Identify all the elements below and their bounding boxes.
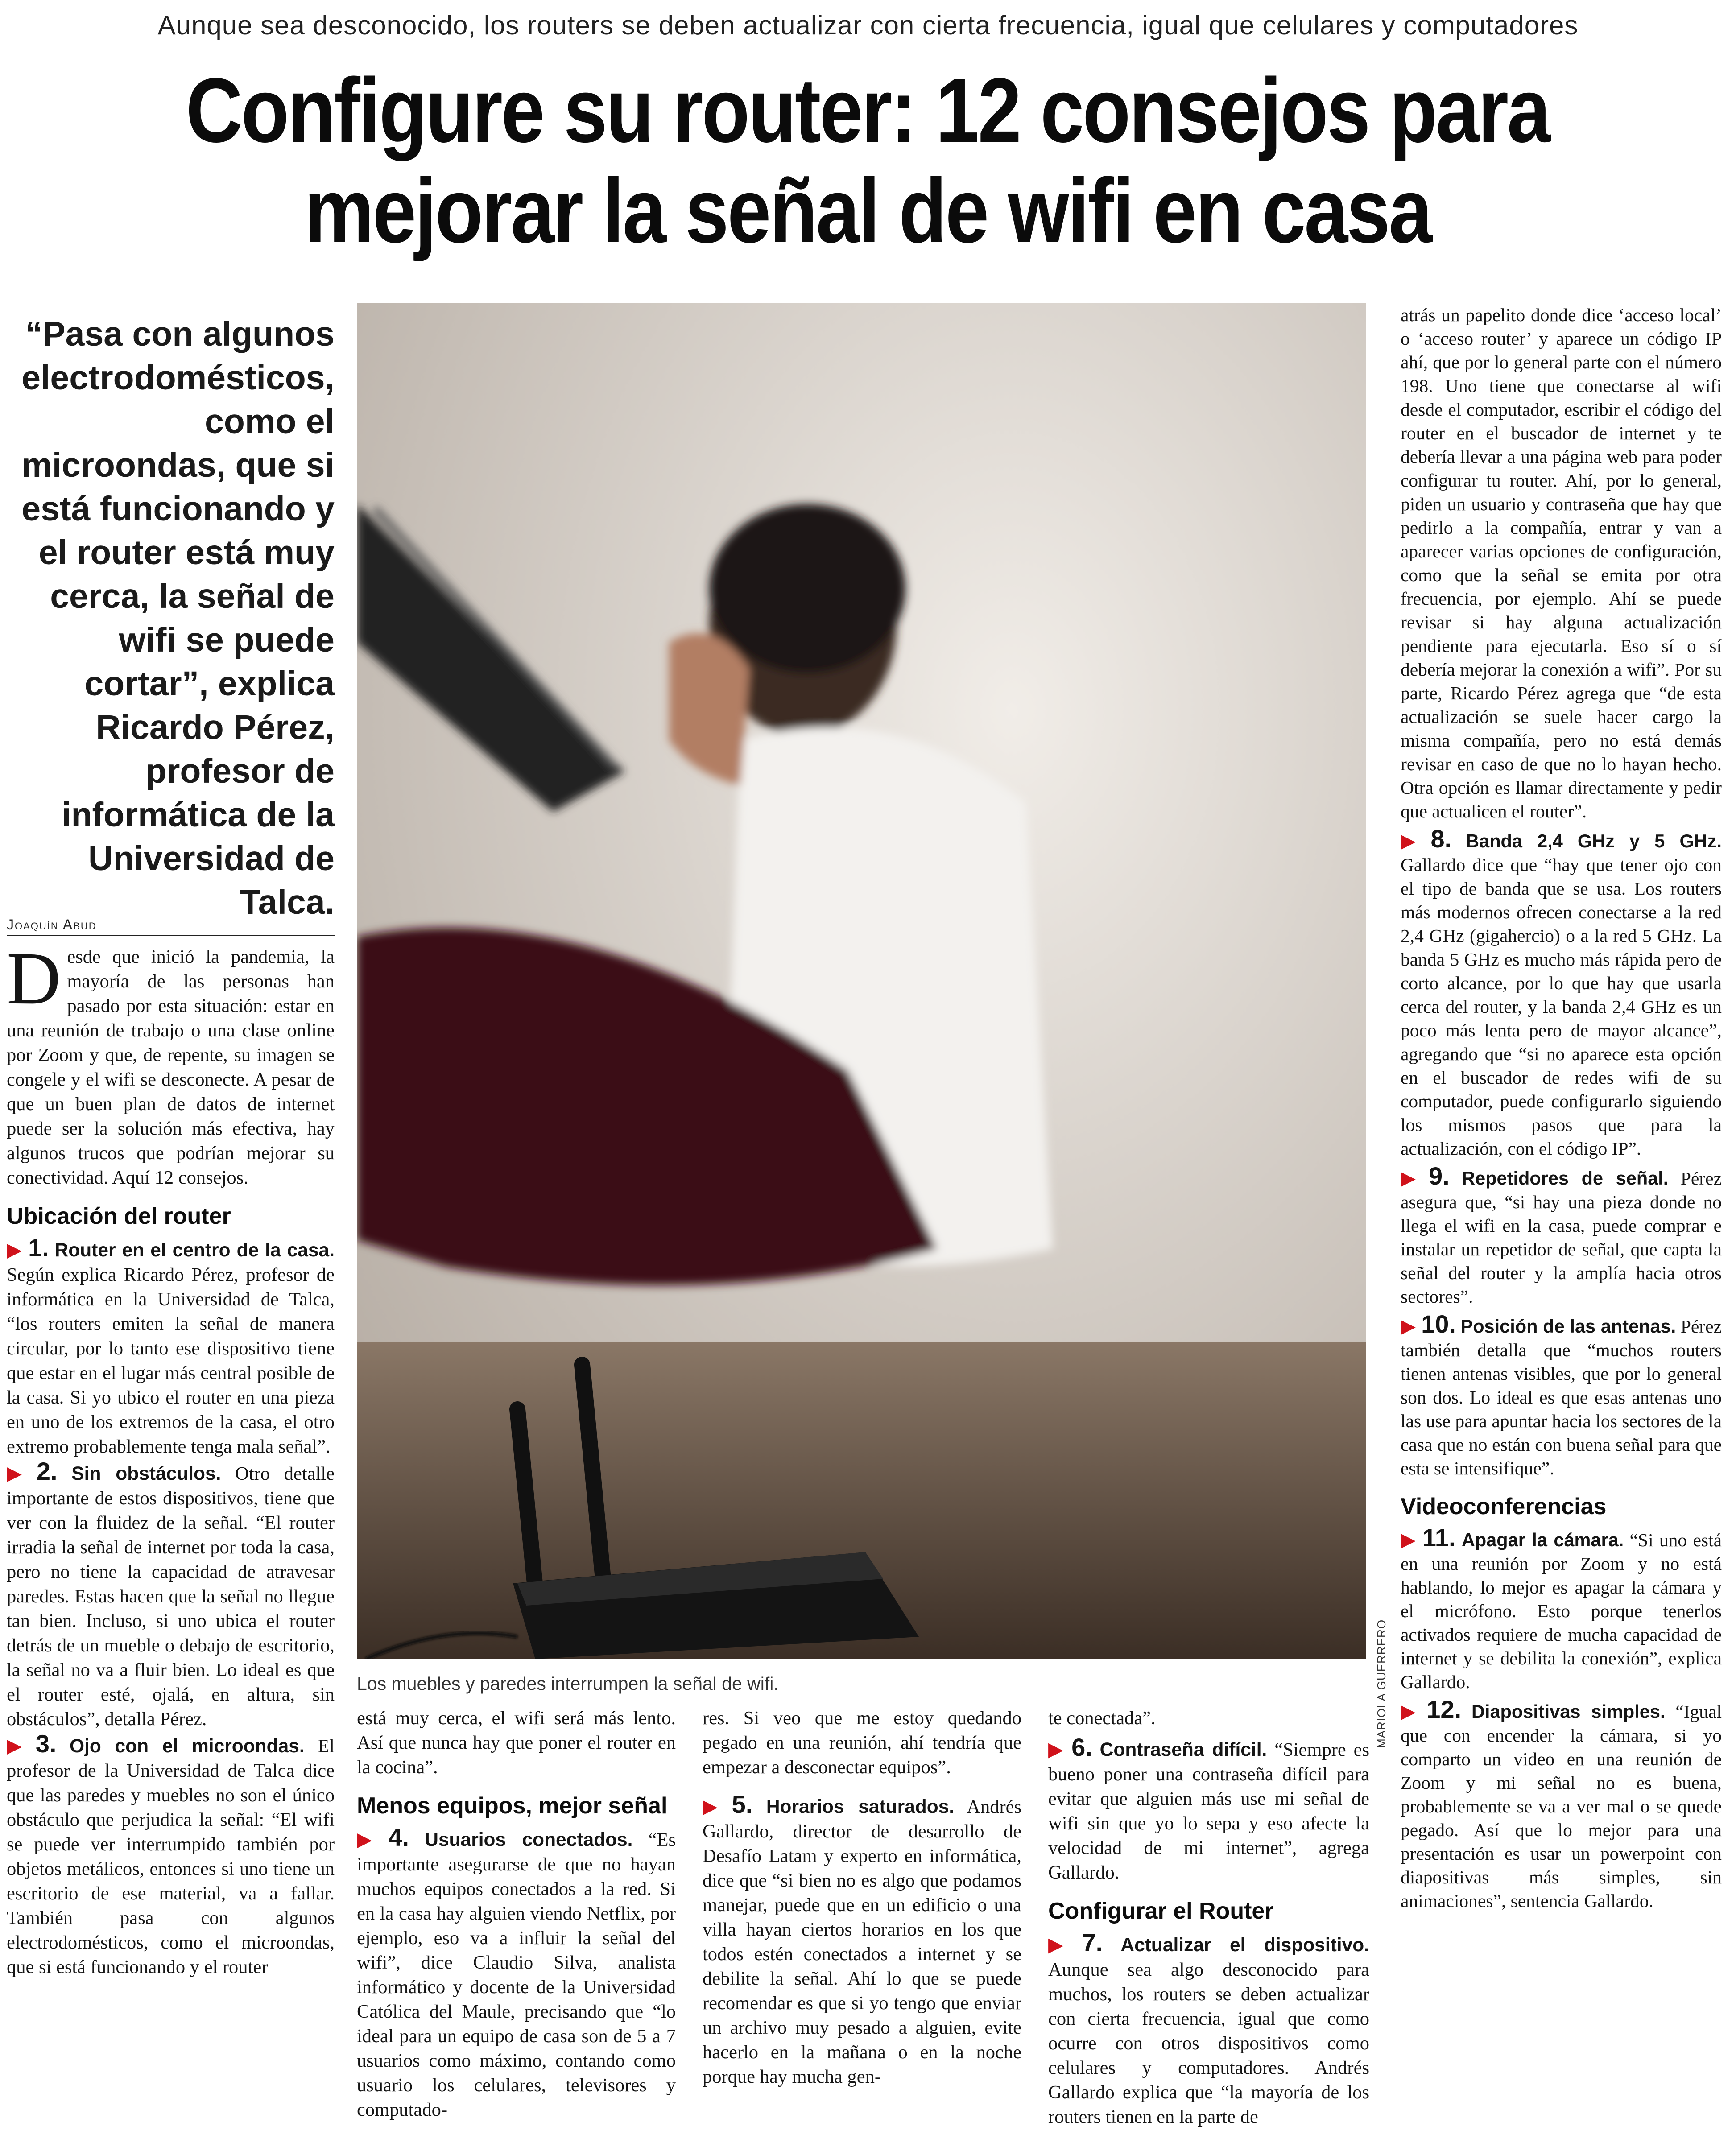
tip-5: [703, 1792, 1021, 2089]
column-2: [357, 1706, 676, 2122]
continuation: está muy cerca, el wifi será más lento. Así que nunca hay que poner el router en la cocina”.: [357, 1708, 676, 1778]
arrow-icon: ▶: [7, 1239, 23, 1261]
article-photo: [357, 303, 1366, 1659]
tip-body: “Igual que con encender la cámara, si yo comparto un video en una reunión de Zoom y mi señal no es buena, probablemente se va a ver mal o se quede pegado. Así que lo mejor para una presentación es usar un powerpoint con diapositivas más simples, sin animaciones”, sentencia Gallardo.: [1401, 1701, 1722, 1911]
tip-1: [7, 1235, 335, 1459]
arrow-icon: ▶: [1401, 830, 1426, 852]
tip-heading: Actualizar el dispositivo.: [1120, 1935, 1369, 1956]
tip-heading: Diapositivas simples.: [1471, 1701, 1666, 1722]
tip-body: Gallardo dice que “hay que tener ojo con el tipo de banda que se usa. Los routers más modernos ofrecen conectarse a la red 2,4 GHz (gigahercio) o a la red 5 GHz. La banda 5 GHz es mucho más rápida pero de corto alcance, por lo que hay que usarla cerca del router, y la banda 2,4 GHz es un poco más lenta pero de mayor alcance”, agregando que “si no aparece esta opción en el buscador de redes wifi de su computador, puede configurarlo siguiendo los mismos pasos que para la actualización, con el código IP”.: [1401, 855, 1722, 1159]
tip-7: [1048, 1930, 1369, 2129]
byline: Joaquín Abud: [7, 917, 335, 936]
tip-number: 6.: [1071, 1733, 1092, 1761]
tip-4: [357, 1825, 676, 2122]
column-5: [1401, 303, 1722, 1913]
kicker: Aunque sea desconocido, los routers se deben actualizar con cierta frecuencia, igual que celulares y computadores: [157, 10, 1579, 40]
photo-caption: Los muebles y paredes interrumpen la señal de wifi.: [357, 1673, 779, 1694]
tip-12: [1401, 1697, 1722, 1913]
arrow-icon: ▶: [1401, 1529, 1417, 1551]
tip-heading: Banda 2,4 GHz y 5 GHz.: [1466, 830, 1722, 851]
tip-body: Andrés Gallardo, director de desarrollo de Desafío Latam y experto en informática, dice que “si bien no es algo que podamos manejar, puede que en un edificio o una villa hayan ciertos horarios en los que todos estén conectados a internet y se debilite la señal. Ahí lo que se puede recomendar es que si yo tengo que enviar un archivo muy pesado a alguien, evite hacerlo en la mañana o en la noche porque hay mucha gen-: [703, 1796, 1022, 2087]
tip-heading: Sin obstáculos.: [71, 1463, 221, 1484]
tip-heading: Router en el centro de la casa.: [54, 1240, 335, 1261]
subhead-videoconferencias: Videoconferencias: [1401, 1494, 1607, 1519]
arrow-icon: ▶: [703, 1796, 727, 1817]
tip-heading: Apagar la cámara.: [1461, 1529, 1624, 1550]
tip-6: [1048, 1735, 1369, 1885]
tip-number: 2.: [36, 1457, 58, 1485]
arrow-icon: ▶: [1401, 1701, 1422, 1722]
arrow-icon: ▶: [1401, 1315, 1416, 1337]
tip-heading: Usuarios conectados.: [425, 1829, 633, 1850]
tip-heading: Horarios saturados.: [766, 1796, 955, 1817]
tip-11: [1401, 1523, 1722, 1694]
intro-text: esde que inició la pandemia, la mayoría de las personas han pasado por esta situación: estar en una reunión de trabajo o una clase online por Zoom y que, de repente, su imagen se congele y el wifi se desconecte. A pesar de que un buen plan de datos de internet puede ser la solución más efectiva, hay algunos trucos que podrían mejorar su conectividad. Aquí 12 consejos.: [7, 946, 335, 1188]
tip-number: 5.: [732, 1790, 753, 1818]
tip-body: Aunque sea algo desconocido para muchos, los routers se deben actualizar con cierta frecuencia, igual que como ocurre con otros dispositivos como celulares y computadores. Andrés Gallardo explica que “la mayoría de los routers tienen en la parte de: [1048, 1959, 1369, 2127]
tip-body: Otro detalle importante de estos dispositivos, tiene que ver con la fluidez de la señal. “El router irradia la señal de internet por toda la casa, pero no tiene la capacidad de atravesar paredes. Estas hacen que la señal no llegue tan bien. Incluso, si uno ubica el router detrás de un mueble o debajo de escritorio, la señal no va a fluir bien. Lo ideal es que el router esté, ojalá, en altura, sin obstáculos”, detalla Pérez.: [7, 1463, 335, 1730]
column-1: [7, 937, 335, 1979]
continuation: res. Si veo que me estoy quedando pegado en una reunión, ahí tendría que empezar a desconectar equipos”.: [703, 1708, 1021, 1778]
tip-body: Pérez asegura que, “si hay una pieza donde no llega el wifi en la casa, puede comprar e instalar un repetidor de señal, que capta la señal del router y la amplía hacia otros sectores”.: [1401, 1168, 1722, 1307]
tip-heading: Repetidores de señal.: [1462, 1168, 1669, 1189]
tip-body: El profesor de la Universidad de Talca dice que las paredes y muebles no son el único obstáculo que perjudica la señal: “El wifi se puede ver interrumpido también por objetos metálicos, entonces si uno tiene un escritorio de ese material, va a fallar. También pasa con algunos electrodomésticos, como el microondas, que si está funcionando y el router: [7, 1736, 335, 1978]
photo-illustration: [357, 303, 1366, 1659]
tip-2: [7, 1459, 335, 1731]
tip-heading: Ojo con el microondas.: [70, 1736, 305, 1757]
tip-body: “Siempre es bueno poner una contraseña difícil para evitar que alguien más use mi señal de wifi sin que yo lo sepa y eso afecte la velocidad de mi internet”, agrega Gallardo.: [1048, 1739, 1369, 1883]
tip-number: 9.: [1428, 1162, 1450, 1190]
tip-number: 7.: [1082, 1928, 1103, 1957]
column-3: [703, 1706, 1021, 2089]
intro-paragraph: [7, 937, 335, 1190]
drop-cap: D: [7, 937, 61, 1020]
tip-9: [1401, 1164, 1722, 1309]
tip-number: 4.: [388, 1823, 409, 1851]
arrow-icon: ▶: [357, 1829, 383, 1850]
tip-number: 10.: [1421, 1310, 1456, 1338]
tip-number: 12.: [1426, 1695, 1462, 1723]
tip-number: 11.: [1422, 1523, 1456, 1552]
pull-quote: “Pasa con algunos electrodomésticos, como el microondas, que si está funcionando y el router está muy cerca, la señal de wifi se puede cortar”, explica Ricardo Pérez, profesor de informática de la Universidad de Talca.: [21, 315, 335, 921]
headline-line-1: Configure su router: 12 consejos para: [186, 59, 1550, 161]
continuation: atrás un papelito donde dice ‘acceso local’ o ‘acceso router’ y aparece un código IP ahí, que por lo general parte con el número 198. Uno tiene que conectarse al wifi desde el computador, escribir el código del router en el buscador de internet y te debería llevar a una página web para poder configurar tu router. Ahí, por lo general, piden un usuario y contraseña que hay que pedirlo a la compañía, entrar y van a aparecer varias opciones de configuración, como que la señal se emita por otra frecuencia, por ejemplo. Ahí se puede revisar si hay alguna actualización pendiente para ejecutarla. Eso sí o sí debería mejorar la conexión a wifi”. Por su parte, Ricardo Pérez agrega que “de esta actualización se suele hacer cargo la misma compañía, pero no está demás revisar en caso de que no lo hayan hecho. Otra opción es llamar directamente y pedir que actualicen el router”.: [1401, 305, 1722, 822]
tip-number: 8.: [1430, 825, 1452, 853]
tip-10: [1401, 1312, 1722, 1480]
subhead-menos-equipos: Menos equipos, mejor señal: [357, 1793, 668, 1819]
column-4: [1048, 1706, 1369, 2129]
subhead-configurar: Configurar el Router: [1048, 1898, 1274, 1924]
tip-body: “Es importante asegurarse de que no hayan muchos equipos conectados a la red. Si en la casa hay alguien viendo Netflix, por ejemplo, eso va a influir la señal del wifi”, dice Claudio Silva, analista informático y docente de la Universidad Católica del Maule, precisando que “lo ideal para un equipo de casa son de 5 a 7 usuarios como máximo, contando como usuario los celulares, televisores y computado-: [357, 1829, 676, 2120]
tip-heading: Posición de las antenas.: [1460, 1316, 1676, 1337]
tip-body: Según explica Ricardo Pérez, profesor de informática en la Universidad de Talca, “los routers emiten la señal de manera circular, por lo tanto ese dispositivo tiene que estar en el lugar más central posible de la casa. Si yo ubico el router en una pieza en uno de los extremos de la casa, el otro extremo probablemente tenga mala señal”.: [7, 1264, 335, 1457]
tip-body: “Si uno está en una reunión por Zoom y no está hablando, lo mejor es apagar la cámara y el micrófono. Esto porque tenerlos activados requiere de mucha capacidad de internet y se debilita la conexión”, explica Gallardo.: [1401, 1530, 1722, 1692]
tip-body: Pérez también detalla que “muchos routers tienen antenas visibles, que por lo general son dos. Lo ideal es que esas antenas uno las use para apuntar hacia los sectores de la casa que no están con buena señal para que esta se intensifique”.: [1401, 1316, 1722, 1478]
tip-number: 3.: [35, 1730, 57, 1758]
tip-number: 1.: [28, 1234, 49, 1262]
headline-line-2: mejorar la señal de wifi en casa: [304, 160, 1431, 262]
arrow-icon: ▶: [7, 1462, 31, 1484]
tip-8: [1401, 827, 1722, 1160]
arrow-icon: ▶: [7, 1735, 30, 1757]
arrow-icon: ▶: [1048, 1738, 1066, 1760]
continuation: te conectada”.: [1048, 1708, 1156, 1729]
tip-heading: Contraseña difícil.: [1099, 1739, 1267, 1760]
subhead-ubicacion: Ubicación del router: [7, 1203, 231, 1229]
photo-credit: MARIOLA GUERRERO: [1375, 1619, 1388, 1748]
headline: [168, 60, 1568, 261]
arrow-icon: ▶: [1048, 1934, 1077, 1956]
tip-3: [7, 1731, 335, 1979]
arrow-icon: ▶: [1401, 1167, 1423, 1189]
